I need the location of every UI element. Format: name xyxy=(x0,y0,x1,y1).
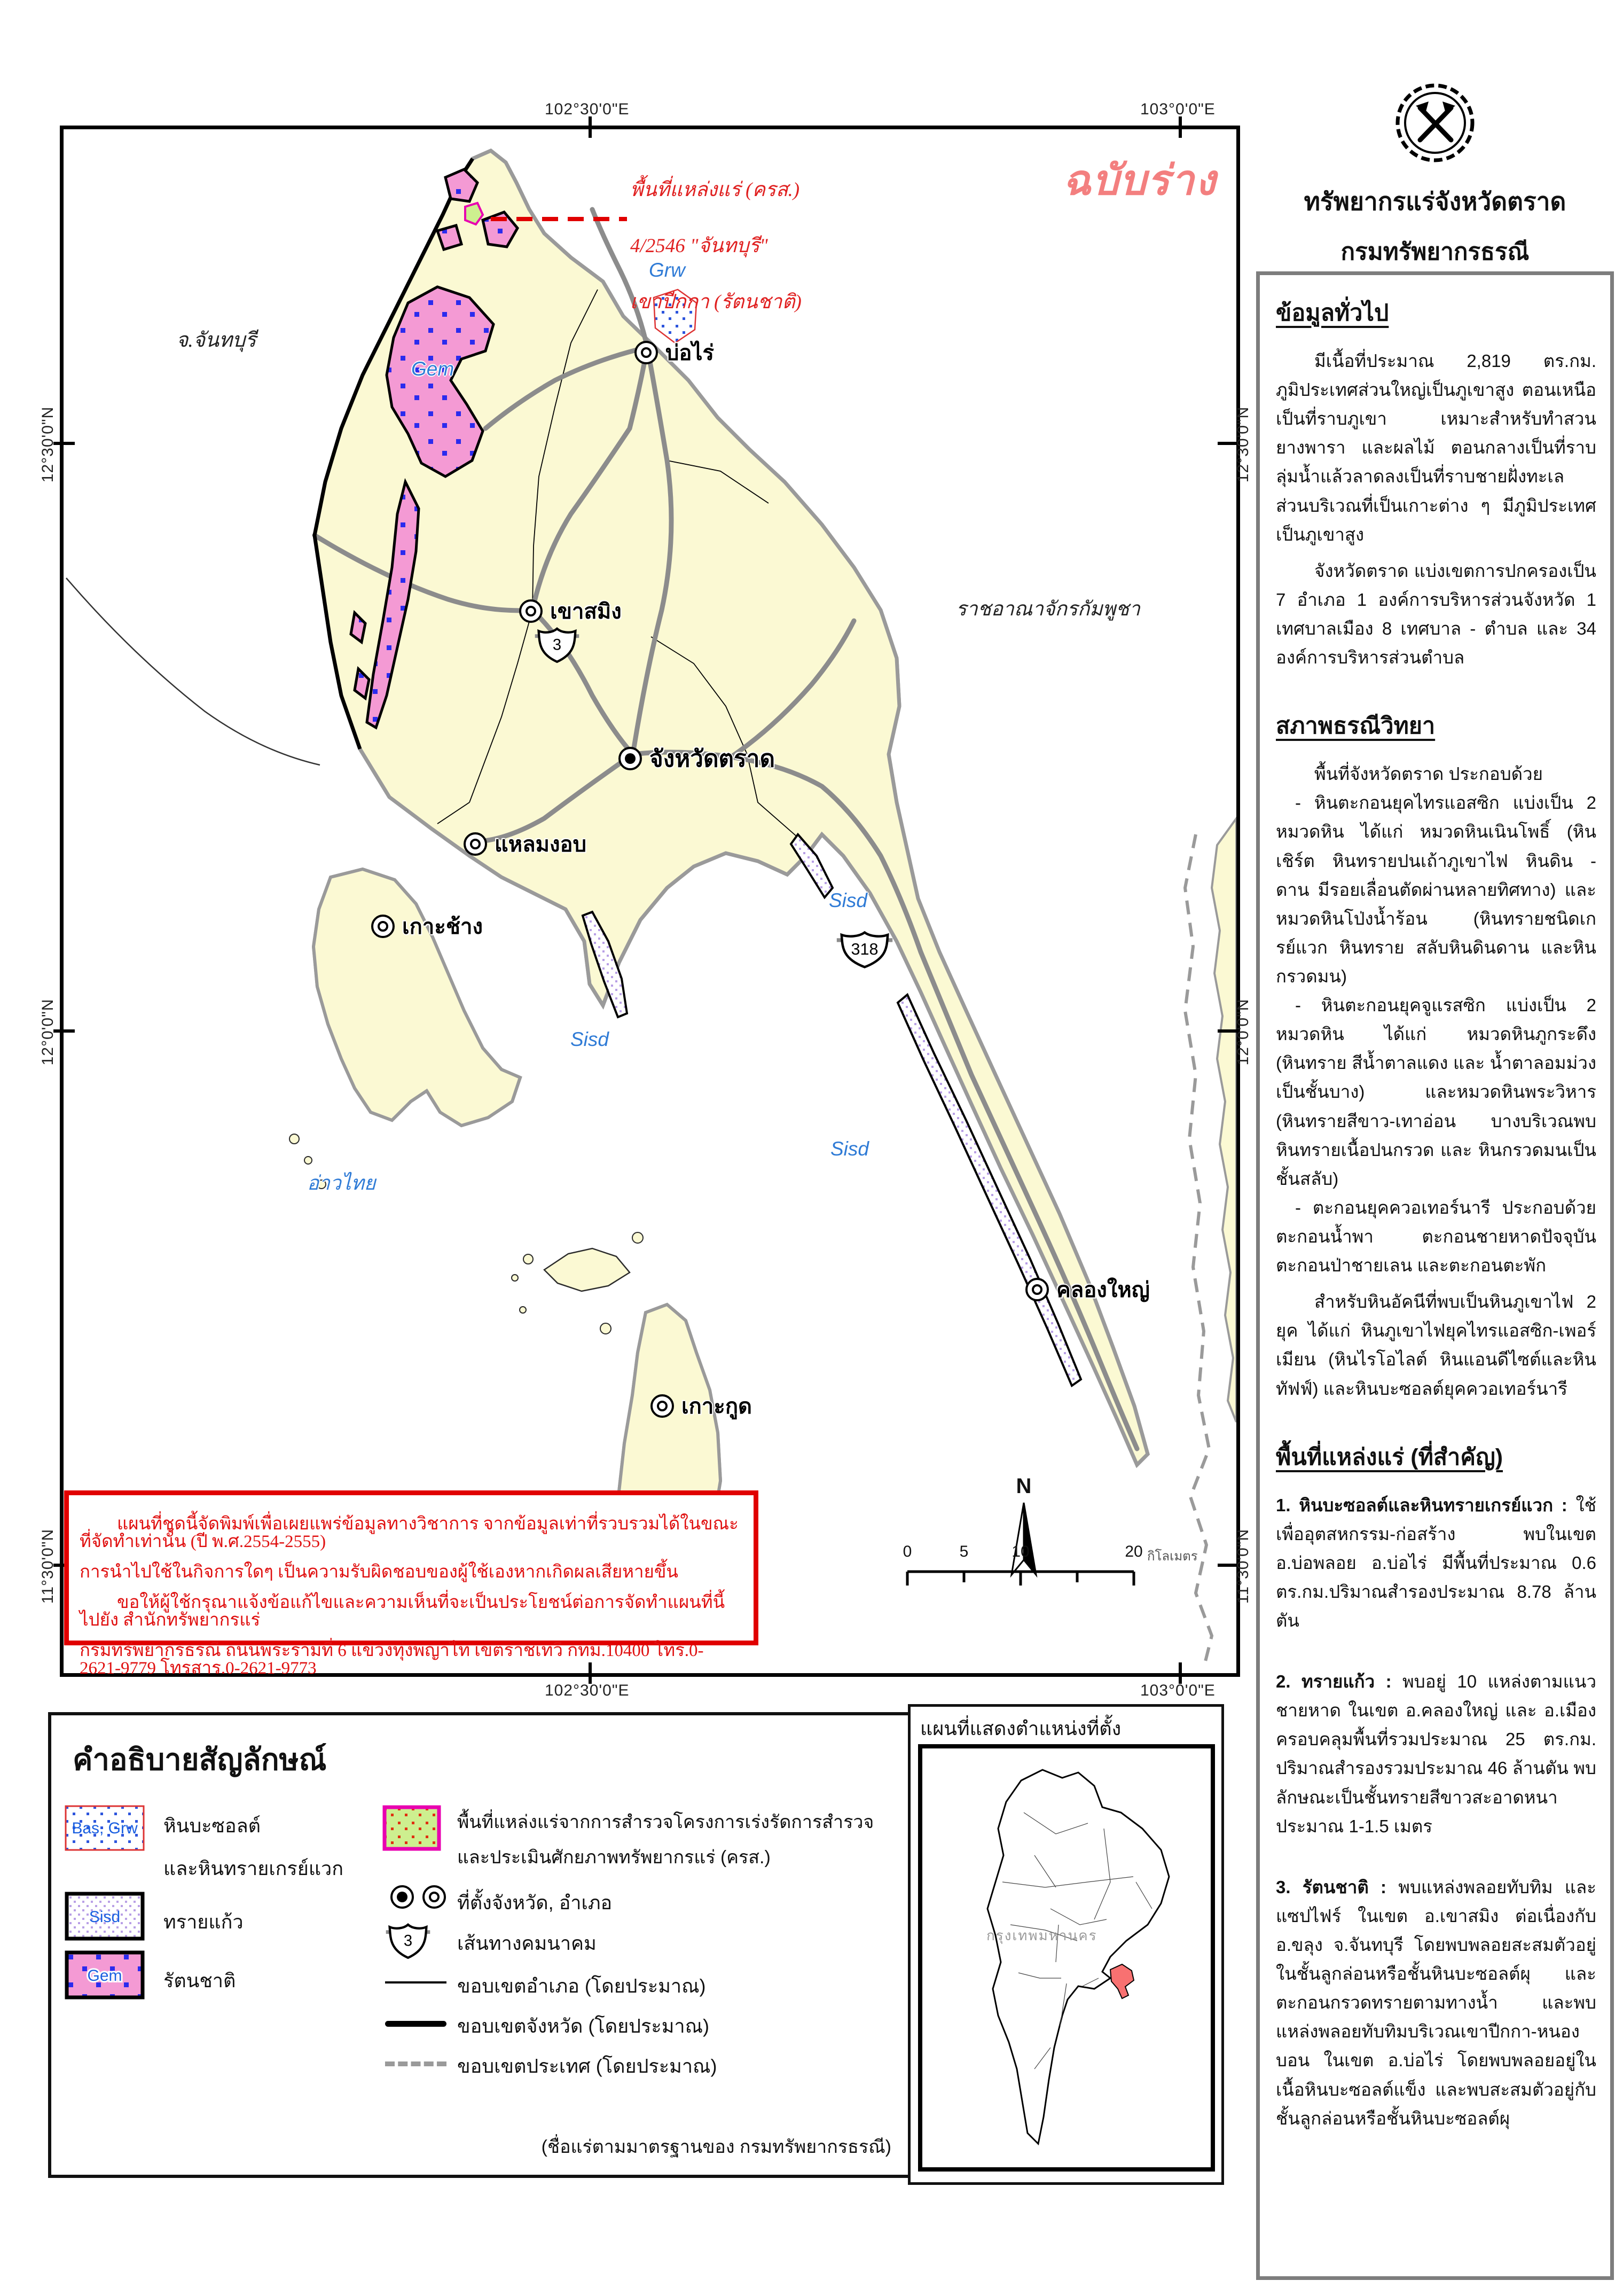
thailand-inset-map xyxy=(918,1744,1215,2172)
north-arrow-icon xyxy=(1000,1500,1048,1580)
krs-label-2: และประเมินศักยภาพทรัพยากรแร่ (ครส.) xyxy=(457,1847,771,1868)
district-marker-icon xyxy=(422,1885,446,1909)
disclaimer-line: กรมทรัพยากรธรณี ถนนพระรามที่ 6 แขวงทุ่งพญาไท เขตราชเทวี กทม.10400 โทร.0-2621-9779 โทรสาร.0-2621-9773 xyxy=(80,1641,704,1678)
scale-tick-20: 20 xyxy=(1125,1543,1143,1560)
district-marker-icon xyxy=(371,915,395,938)
gem-label: รัตนชาติ xyxy=(163,1970,236,1992)
town-label: เกาะช้าง xyxy=(402,915,483,939)
general-paragraph-1: มีเนื้อที่ประมาณ 2,819 ตร.กม. ภูมิประเทศส่วนใหญ่เป็นภูเขาสูง ตอนเหนือเป็นที่ราบภูเขา เหมาะสำหรับทำสวนยางพารา และผลไม้ ตอนกลางเป็นที่ราบลุ่มน้ำแล้วลาดลงเป็นที่ราบชายฝั่งทะเล ส่วนบริเวณที่เป็นเกาะต่าง ๆ มีภูมิประเทศเป็นภูเขาสูง xyxy=(1276,351,1596,544)
sisd-swatch xyxy=(65,1892,145,1941)
coord-label-right-1: 12°30'0"N xyxy=(1234,406,1252,483)
coord-label-top-right: 103°0'0"E xyxy=(1140,100,1216,118)
legend-note: (ชื่อแร่ตามมาตรฐานของ กรมทรัพยากรธรณี) xyxy=(541,2137,891,2157)
gem-swatch xyxy=(65,1950,145,2000)
route-shield-318 xyxy=(836,928,893,970)
town-label: เขาสมิง xyxy=(550,600,622,623)
district-marker-icon xyxy=(464,832,487,856)
town-bo-rai[interactable] xyxy=(634,335,714,370)
grid-tick xyxy=(1179,116,1182,138)
legend-title: คำอธิบายสัญลักษณ์ xyxy=(73,1743,327,1776)
geology-item-3: - ตะกอนยุคควอเทอร์นารี ประกอบด้วย ตะกอนน้ำพา ตะกอนชายหาดปัจจุบัน ตะกอนป่าชายเลน และตะกอนตะพัก xyxy=(1276,1197,1596,1276)
koh-mak-island xyxy=(544,1248,630,1291)
route-legend-label: เส้นทางคมนาคม xyxy=(457,1932,597,1954)
geology-item-1: - หินตะกอนยุคไทรแอสซิก แบ่งเป็น 2 หมวดหิน ได้แก่ หมวดหินเนินโพธิ์ (หินเชิร์ต หินทรายปนเถ้าภูเขาไฟ หินดิน - ดาน มีรอยเลื่อนตัดผ่านหลายทิศทาง) และ หมวดหินโป่งน้ำร้อน (หินทรายชนิดเกรย์แวก หินทราย สลับหินดินดาน และหินกรวดมน) xyxy=(1276,793,1596,986)
disclaimer-line: ขอให้ผู้ใช้กรุณาแจ้งข้อแก้ไขและความเห็นที่จะเป็นประโยชน์ต่อการจัดทำแผนที่นี้ไปยัง สำนักทรัพยากรแร่ xyxy=(80,1593,725,1630)
deposit-item-1: 1. หินบะซอลต์และหินทรายเกรย์แวก : ใช้เพื่ออุตสหกรรม-ก่อสร้าง พบในเขต อ.บ่อพลอย อ.บ่อไร่ มีพื้นที่ประมาณ 0.6 ตร.กม.ปริมาณสำรองประมาณ 8.78 ล้านตัน xyxy=(1276,1495,1596,1631)
district-marker-icon xyxy=(519,599,543,623)
town-label: เกาะกูด xyxy=(681,1395,752,1418)
sea-label: อ่าวไทย xyxy=(307,1172,376,1194)
legend-panel xyxy=(48,1712,916,2178)
province-boundary-sample xyxy=(385,2021,446,2027)
country-boundary-label: ขอบเขตประเทศ (โดยประมาณ) xyxy=(457,2055,717,2077)
coord-label-bottom-left: 102°30'0"E xyxy=(545,1682,630,1699)
geology-intro: พื้นที่จังหวัดตราด ประกอบด้วย xyxy=(1314,764,1543,784)
svg-text:Bas, Grw: Bas, Grw xyxy=(72,1819,138,1837)
town-laem-ngop[interactable] xyxy=(464,827,586,861)
annotation-line-2: 4/2546 "จันทบุรี" xyxy=(630,235,768,257)
disclaimer-line: แผนที่ชุดนี้จัดพิมพ์เพื่อเผยแพร่ข้อมูลทางวิชาการ จากข้อมูลเท่าที่รวบรวมได้ในขณะที่จัดทำเท่านั้น (ปี พ.ศ.2554-2555) xyxy=(80,1514,739,1551)
inset-map-panel xyxy=(908,1704,1224,2185)
annotation-line-3: เขาปีกกา (รัตนชาติ) xyxy=(630,291,802,313)
north-arrow-label: N xyxy=(1016,1474,1032,1498)
draft-stamp: ฉบับร่าง xyxy=(1063,157,1217,204)
cambodia-label: ราชอาณาจักรกัมพูชา xyxy=(956,598,1140,620)
scale-tick-10: 10 xyxy=(1012,1543,1030,1560)
town-khlong-yai[interactable] xyxy=(1025,1272,1150,1307)
district-marker-icon xyxy=(634,341,658,364)
disclaimer-line: การนำไปใช้ในกิจการใดๆ เป็นความรับผิดชอบของผู้ใช้เองหากเกิดผลเสียหายขึ้น xyxy=(80,1563,678,1582)
coord-label-left-1: 12°30'0"N xyxy=(39,406,57,483)
disclaimer-box xyxy=(64,1490,758,1678)
inset-title: แผนที่แสดงตำแหน่งที่ตั้ง xyxy=(920,1717,1122,1739)
town-label: คลองใหญ่ xyxy=(1056,1278,1150,1302)
gem-unit-label: Gem xyxy=(411,358,454,380)
coord-label-right-3: 11°30'0"N xyxy=(1234,1528,1252,1604)
coord-label-top-left: 102°30'0"E xyxy=(545,100,630,118)
towns-legend-label: ที่ตั้งจังหวัด, อำเภอ xyxy=(457,1892,613,1914)
deposit-item-2: 2. ทรายแก้ว : พบอยู่ 10 แหล่งตามแนวชายหาด ในเขต อ.คลองใหญ่ และ อ.เมือง ครอบคลุมพื้นที่รวมประมาณ 25 ตร.กม. ปริมาณสำรองรวมประมาณ 46 ล้านตัน พบลักษณะเป็นชั้นทรายสีขาวสะอาดหนา ประมาณ 1-1.5 เมตร xyxy=(1276,1672,1596,1836)
section-deposits-heading: พื้นที่แหล่งแร่ (ที่สำคัญ) xyxy=(1276,1444,1503,1470)
general-paragraph-2: จังหวัดตราด แบ่งเขตการปกครองเป็น 7 อำเภอ 1 องค์การบริหารส่วนจังหวัด 1 เทศบาลเมือง 8 เทศบาล - ตำบล และ 34 องค์การบริหารส่วนตำบล xyxy=(1276,560,1596,668)
coord-label-left-3: 11°30'0"N xyxy=(39,1528,57,1604)
coord-label-right-2: 12°0'0"N xyxy=(1234,998,1252,1066)
cambodia-coast-strip xyxy=(1212,818,1236,1422)
bangkok-label: กรุงเทพมหานคร xyxy=(986,1927,1097,1943)
koh-chang-island xyxy=(313,869,520,1126)
sisd-unit-label-3: Sisd xyxy=(830,1138,869,1160)
info-panel[interactable] xyxy=(1256,271,1614,2280)
town-label: บ่อไร่ xyxy=(665,341,715,365)
svg-text:318: 318 xyxy=(851,940,879,958)
district-boundary-sample xyxy=(385,1981,446,1983)
neighbor-coastline xyxy=(66,578,320,765)
town-koh-kut[interactable] xyxy=(650,1389,752,1423)
svg-text:3: 3 xyxy=(403,1932,413,1950)
district-boundary-label: ขอบเขตอำเภอ (โดยประมาณ) xyxy=(457,1975,706,1997)
grw-unit-label: Grw xyxy=(649,259,685,281)
sisd-label: ทรายแก้ว xyxy=(163,1911,244,1933)
route-shield-3 xyxy=(534,624,580,666)
section-geology-heading: สภาพธรณีวิทยา xyxy=(1276,713,1436,739)
department-emblem-icon xyxy=(1392,80,1478,166)
town-trat-city[interactable] xyxy=(618,740,775,777)
geology-item-4: สำหรับหินอัคนีที่พบเป็นหินภูเขาไฟ 2 ยุค ได้แก่ หินภูเขาไฟยุคไทรแอสซิก-เพอร์เมียน (หินไรโอไลต์ หินแอนดีไซต์และหินทัฟฟ์) และหินบะซอลต์ยุคควอเทอร์นารี xyxy=(1276,1292,1596,1399)
town-label: จังหวัดตราด xyxy=(649,746,775,772)
town-koh-chang[interactable] xyxy=(371,909,483,943)
country-boundary-line xyxy=(1185,834,1212,1668)
province-marker-icon xyxy=(618,747,642,770)
doc-org: กรมทรัพยากรธรณี xyxy=(1340,239,1530,265)
section-general-heading: ข้อมูลทั่วไป xyxy=(1276,300,1389,326)
province-boundary-label: ขอบเขตจังหวัด (โดยประมาณ) xyxy=(457,2015,710,2037)
town-label: แหลมงอบ xyxy=(495,833,586,856)
grid-tick xyxy=(589,116,592,138)
province-marker-icon xyxy=(390,1885,414,1909)
basgrw-label-2: และหินทรายเกรย์แวก xyxy=(163,1857,344,1879)
basgrw-swatch xyxy=(65,1805,145,1851)
deposit-item-3: 3. รัตนชาติ : พบแหล่งพลอยทับทิม และแซปไฟร์ ในเขต อ.เขาสมิง ต่อเนื่องกับ อ.ขลุง จ.จันทบุรี โดยพบพลอยสะสมตัวอยู่ในชั้นลูกล่อนหรือชั้นหินบะซอลต์ผุ และตะกอนกรวดทรายตามทางน้ำ และพบแหล่งพลอยทับทิมบริเวณเขาปีกกา-หนองบอน ในเขต อ.บ่อไร่ โดยพบพลอยอยู่ในเนื้อหินบะซอลต์แข็ง และพบสะสมตัวอยู่กับชั้นลูกล่อนหรือชั้นหินบะซอลต์ผุ xyxy=(1276,1877,1596,2128)
doc-title: ทรัพยากรแร่จังหวัดตราด xyxy=(1304,188,1566,215)
krs-label-1: พื้นที่แหล่งแร่จากการสำรวจโครงการเร่งรัดการสำรวจ xyxy=(457,1812,874,1832)
route-shield-icon xyxy=(385,1921,431,1961)
coord-label-left-2: 12°0'0"N xyxy=(39,998,57,1066)
scale-bar xyxy=(905,1569,1140,1588)
geology-item-2: - หินตะกอนยุคจูแรสซิก แบ่งเป็น 2 หมวดหิน ได้แก่ หมวดหินภูกระดึง (หินทราย สีน้ำตาลแดง และ น้ำตาลอมม่วง เป็นชั้นบาง) และหมวดหินพระวิหาร (หินทรายสีขาว-เทาอ่อน บางบริเวณพบหินทรายเนื้อปนกรวด และ หินกรวดมนเป็นชั้นสลับ) xyxy=(1276,995,1596,1189)
neighbor-province-label: จ.จันทบุรี xyxy=(176,329,256,352)
grid-tick xyxy=(1179,1662,1182,1684)
sisd-unit-label-1: Sisd xyxy=(829,889,867,911)
scale-tick-5: 5 xyxy=(959,1543,969,1560)
coord-label-bottom-right: 103°0'0"E xyxy=(1140,1682,1216,1699)
small-islets xyxy=(289,1134,643,1334)
district-marker-icon xyxy=(1025,1278,1049,1301)
district-marker-icon xyxy=(650,1394,674,1418)
basgrw-label-1: หินบะซอลต์ xyxy=(163,1815,261,1837)
annotation-line-1: พื้นที่แหล่งแร่ (ครส.) xyxy=(630,179,800,201)
scale-tick-0: 0 xyxy=(903,1543,912,1560)
country-boundary-sample xyxy=(385,2061,446,2066)
svg-text:3: 3 xyxy=(552,636,562,654)
thailand-outline xyxy=(922,1748,1211,2167)
trat-highlight xyxy=(1110,1964,1134,1998)
svg-text:Gem: Gem xyxy=(87,1967,122,1985)
sisd-unit-label-2: Sisd xyxy=(570,1028,609,1050)
scale-unit-label: กิโลเมตร xyxy=(1147,1549,1198,1564)
krs-swatch xyxy=(382,1805,441,1851)
svg-text:Sisd: Sisd xyxy=(89,1908,121,1926)
town-khao-saming[interactable] xyxy=(519,594,622,628)
